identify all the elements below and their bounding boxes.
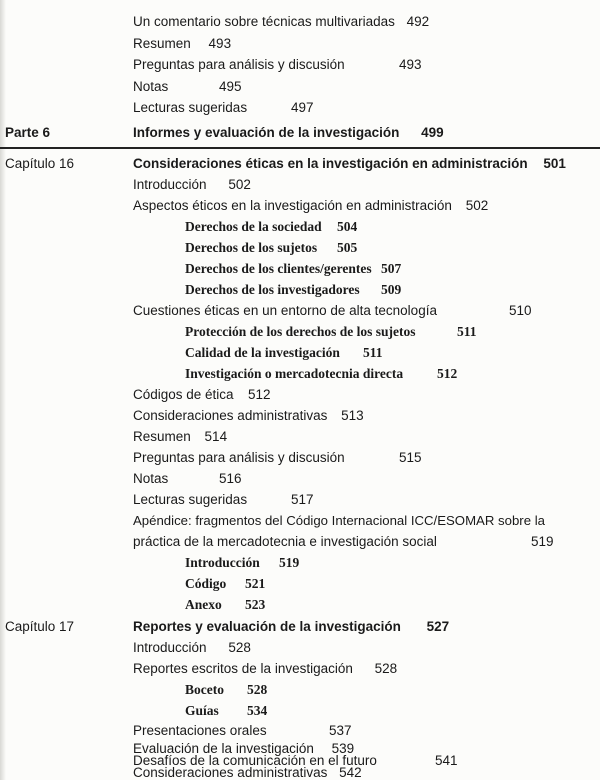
appendix-entry: Apéndice: fragmentos del Código Internacional ICC/ESOMAR sobre la [133, 513, 545, 528]
entry-title: Reportes escritos de la investigación [133, 661, 353, 676]
entry-page: 515 [399, 450, 422, 465]
entry-title: Derechos de los sujetos [185, 240, 318, 255]
entry-page: 504 [337, 219, 358, 234]
entry-title: Preguntas para análisis y discusión [133, 57, 345, 72]
part-title: Informes y evaluación de la investigación [133, 125, 400, 140]
toc-subentry [185, 260, 402, 278]
appendix-entry-cont [133, 533, 593, 551]
entry-page: 513 [341, 408, 364, 423]
entry-title: Resumen [133, 36, 191, 51]
entry-title: Guías [185, 703, 219, 718]
entry-page: 537 [329, 723, 352, 738]
toc-subentry [185, 365, 458, 383]
entry-title: Lecturas sugeridas [133, 100, 248, 115]
entry-title: Un comentario sobre técnicas multivariadas [133, 14, 395, 29]
toc-entry [133, 639, 251, 657]
entry-title: Notas [133, 471, 169, 486]
entry-page: 516 [219, 471, 242, 486]
entry-page: 512 [437, 366, 458, 381]
chapter-label: Capítulo 16 [5, 156, 75, 171]
toc-subentry [185, 681, 268, 699]
chapter-page: 501 [543, 156, 566, 171]
entry-title: Derechos de los clientes/gerentes [185, 261, 372, 276]
entry-page: 509 [381, 282, 402, 297]
toc-entry [133, 428, 227, 446]
toc-subentry [185, 702, 268, 720]
page-edge-shadow [0, 0, 6, 780]
entry-title: Consideraciones administrativas [133, 408, 328, 423]
entry-title: Desafíos de la comunicación en el futuro [133, 753, 377, 768]
entry-page: 492 [406, 14, 430, 29]
entry-page: 539 [331, 741, 355, 756]
toc-subentry [185, 239, 358, 257]
entry-page: 528 [247, 682, 268, 697]
chapter-label: Capítulo 17 [5, 619, 75, 634]
entry-page: 497 [291, 100, 314, 115]
entry-title: Evaluación de la investigación [133, 741, 314, 756]
entry-title: Consideraciones administrativas [133, 765, 328, 780]
entry-title: Preguntas para análisis y discusión [133, 450, 345, 465]
entry-title: Introducción [133, 177, 207, 192]
entry-page: 542 [339, 765, 362, 780]
toc-entry [133, 491, 314, 509]
entry-page: 528 [374, 661, 398, 676]
entry-title: Derechos de los investigadores [185, 282, 360, 297]
chapter-heading [133, 155, 566, 173]
entry-title: Código [185, 576, 227, 591]
toc-entry [133, 449, 422, 467]
toc-subentry [185, 596, 266, 614]
entry-page: 528 [228, 640, 251, 655]
entry-page: 511 [457, 324, 477, 339]
entry-title: Boceto [185, 682, 224, 697]
entry-title: Presentaciones orales [133, 723, 267, 738]
toc-entry [133, 302, 532, 320]
entry-title: Códigos de ética [133, 387, 234, 402]
chapter-page: 527 [426, 619, 450, 634]
chapter-title: Consideraciones éticas en la investigación en administración [133, 156, 528, 171]
toc-entry [133, 660, 397, 678]
toc-subentry [185, 575, 266, 593]
toc-entry [133, 722, 352, 740]
entry-title: Derechos de la sociedad [185, 219, 322, 234]
toc-entry [133, 13, 429, 31]
entry-page: 541 [435, 753, 458, 768]
entry-page: 511 [363, 345, 383, 360]
entry-page: 510 [509, 303, 532, 318]
entry-page: 502 [228, 177, 251, 192]
entry-page: 512 [248, 387, 271, 402]
entry-title: Cuestiones éticas en un entorno de alta tecnología [133, 303, 437, 318]
entry-page: 495 [219, 79, 242, 94]
entry-title: Anexo [185, 597, 222, 612]
entry-page: 523 [245, 597, 266, 612]
toc-entry [133, 470, 242, 488]
entry-title: Calidad de la investigación [185, 345, 340, 360]
toc-entry [133, 176, 251, 194]
toc-entry [133, 766, 362, 780]
entry-page: 493 [399, 57, 422, 72]
entry-title: Resumen [133, 429, 191, 444]
entry-page: 521 [245, 576, 266, 591]
entry-page: 507 [381, 261, 402, 276]
entry-page: 514 [204, 429, 228, 444]
toc-entry [133, 99, 314, 117]
chapter-title: Reportes y evaluación de la investigación [133, 619, 401, 634]
toc-entry [133, 78, 242, 96]
entry-title: Introducción [185, 555, 260, 570]
entry-title: Lecturas sugeridas [133, 492, 248, 507]
toc-subentry [185, 281, 402, 299]
entry-title: Investigación o mercadotecnia directa [185, 366, 404, 381]
entry-page: 519 [531, 534, 554, 549]
toc-entry [133, 56, 422, 74]
toc-entry [133, 386, 271, 404]
entry-page: 502 [465, 198, 489, 213]
toc-subentry [185, 344, 383, 362]
entry-page: 505 [337, 240, 358, 255]
section-divider [0, 147, 600, 149]
entry-page: 517 [291, 492, 314, 507]
entry-page: 519 [279, 555, 300, 570]
entry-title: Introducción [133, 640, 207, 655]
toc-subentry [185, 323, 477, 341]
toc-entry [133, 407, 364, 425]
part-heading [133, 124, 444, 142]
toc-subentry [185, 218, 358, 236]
entry-title: Notas [133, 79, 169, 94]
entry-title: Protección de los derechos de los sujetos [185, 324, 416, 339]
chapter-heading [133, 618, 449, 636]
toc-subentry [185, 554, 300, 572]
part-page: 499 [421, 125, 444, 140]
toc-entry [133, 35, 231, 53]
entry-title: práctica de la mercadotecnia e investigación social [133, 534, 437, 549]
entry-page: 534 [247, 703, 268, 718]
part-label: Parte 6 [5, 125, 51, 140]
entry-title: Aspectos éticos en la investigación en administración [133, 198, 452, 213]
entry-page: 493 [208, 36, 232, 51]
toc-entry [133, 197, 488, 215]
